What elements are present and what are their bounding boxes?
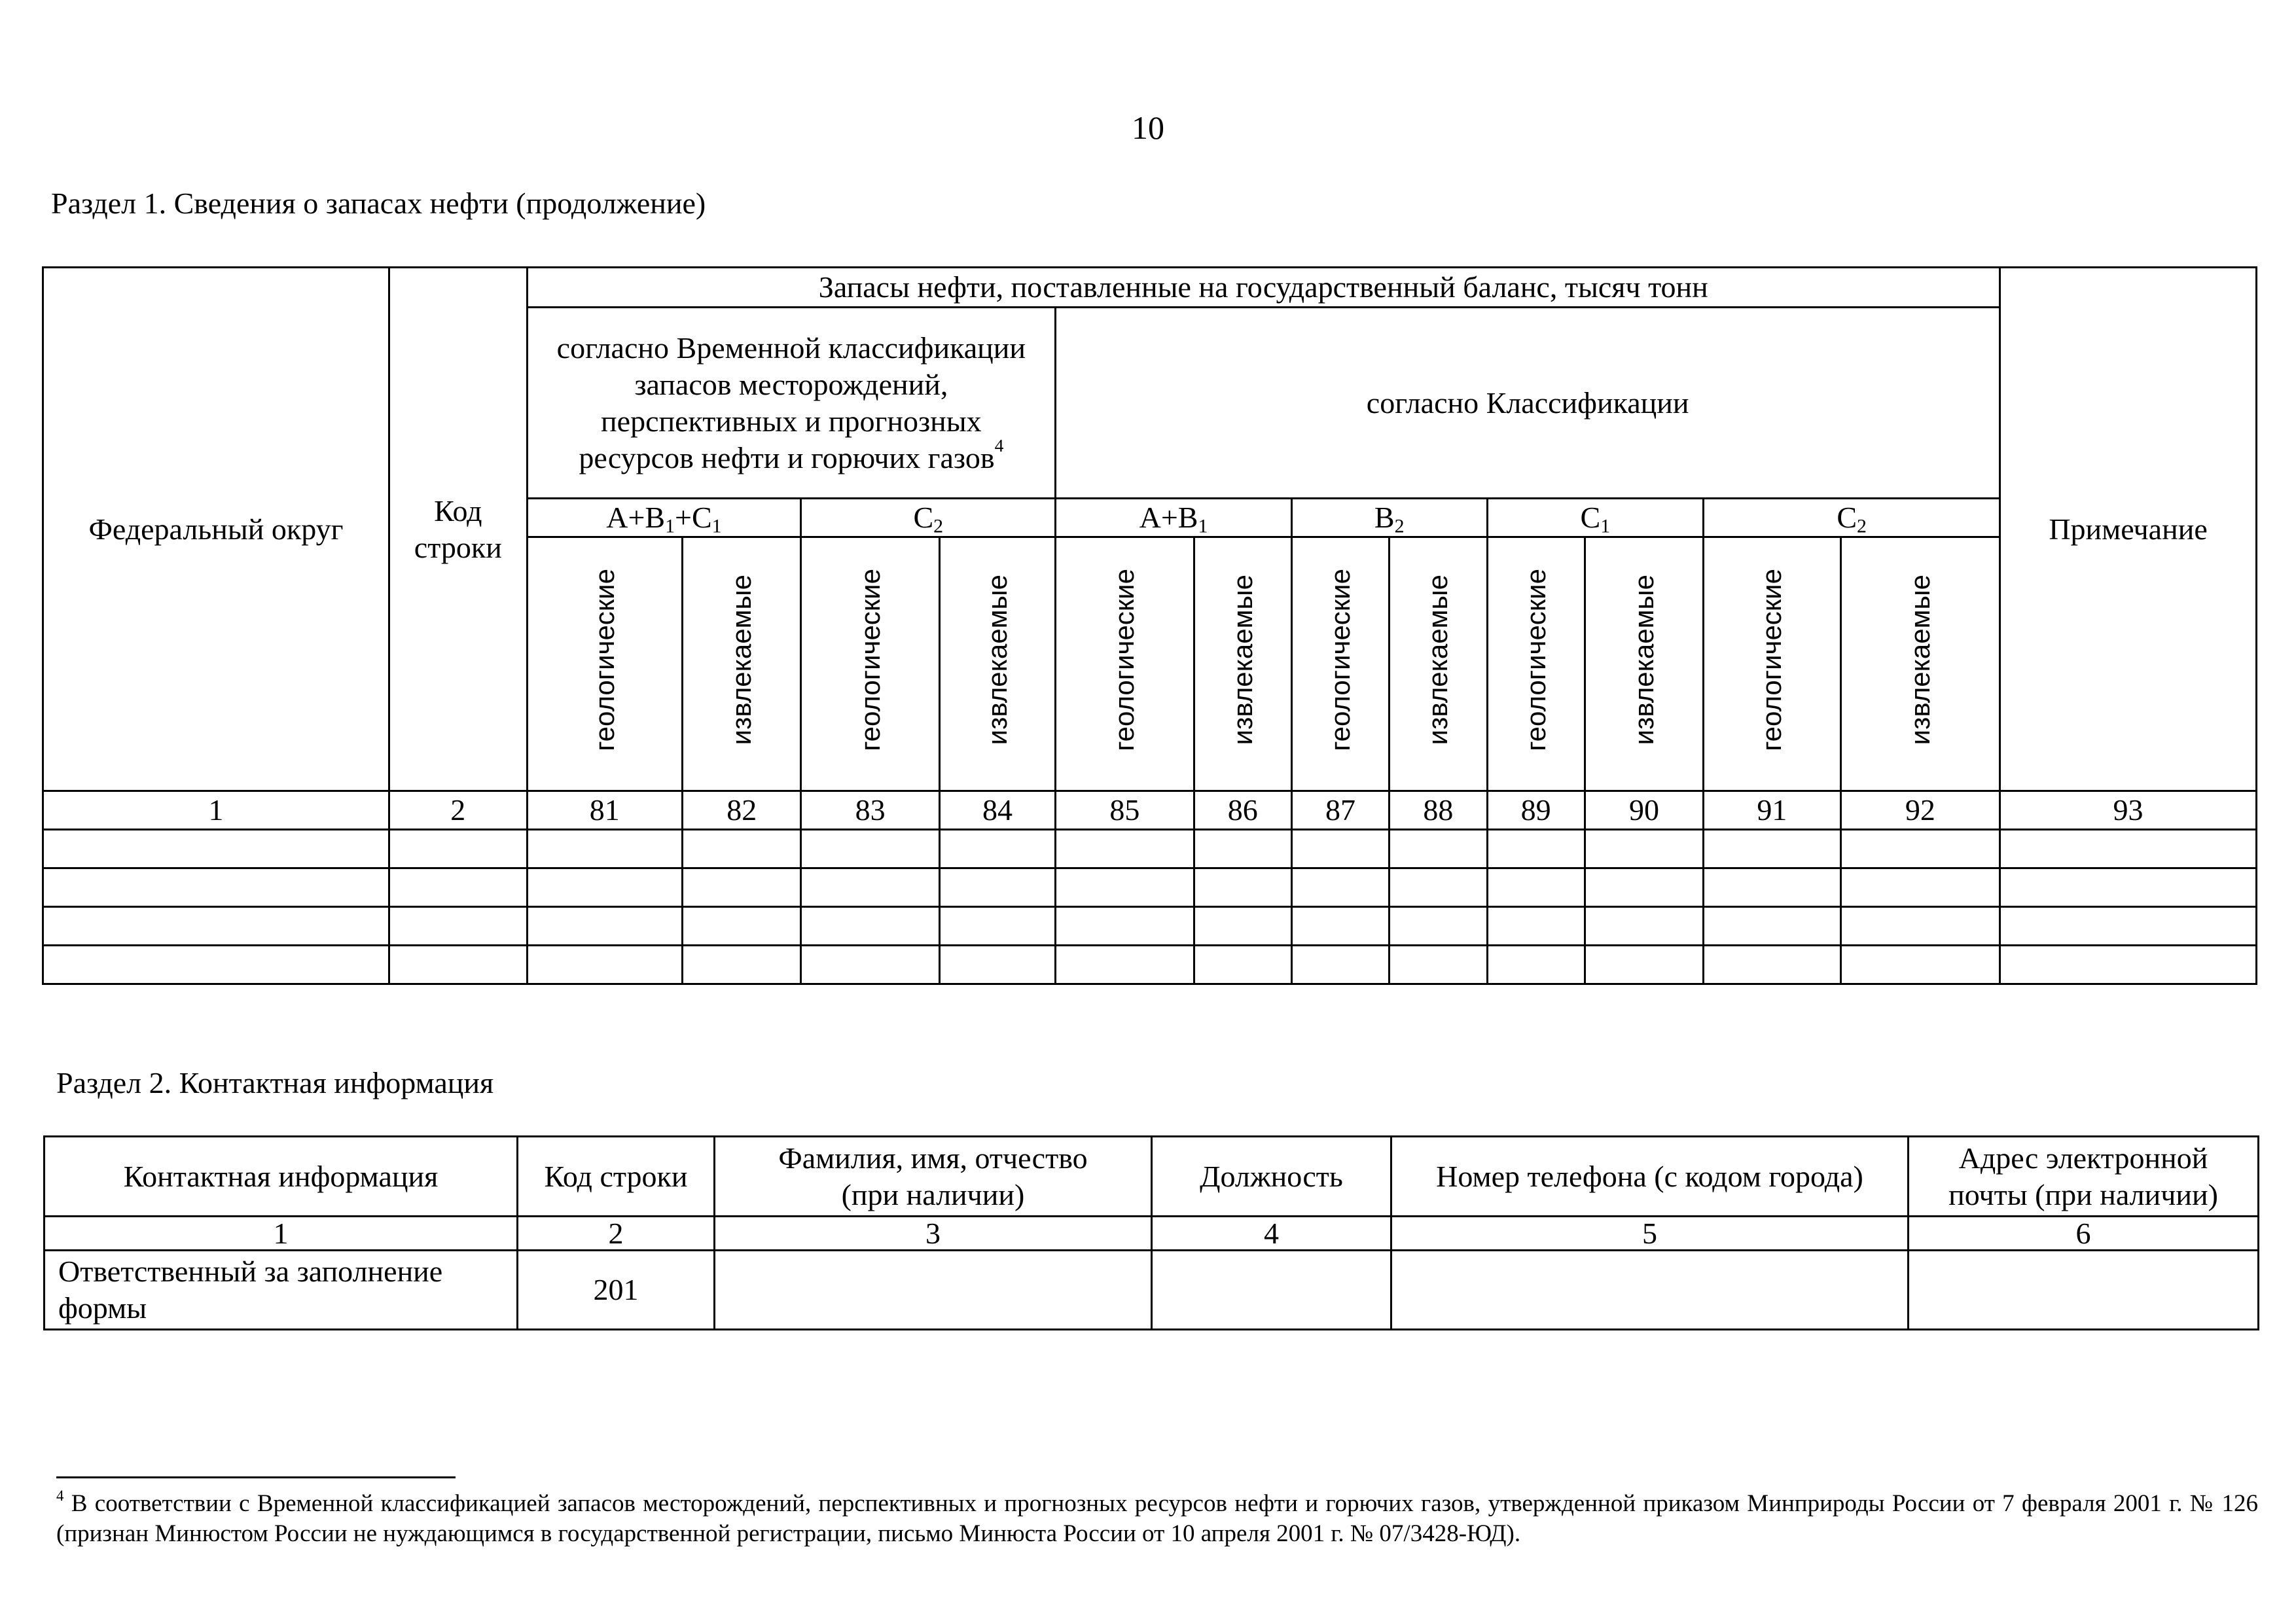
column-number: 3 xyxy=(715,1217,1152,1251)
table-cell[interactable] xyxy=(683,830,801,868)
table-cell[interactable] xyxy=(389,830,527,868)
table-cell[interactable] xyxy=(1840,830,2000,868)
column-number: 83 xyxy=(801,791,939,830)
table-cell[interactable] xyxy=(1704,830,1840,868)
column-number: 6 xyxy=(1909,1217,2259,1251)
column-number: 90 xyxy=(1585,791,1703,830)
table-cell[interactable] xyxy=(389,946,527,984)
column-number: 88 xyxy=(1390,791,1487,830)
subcolumn-header: геологические xyxy=(1704,537,1840,791)
table-cell[interactable] xyxy=(1840,868,2000,907)
contact-info-header: Контактная информация xyxy=(45,1137,518,1217)
table-cell[interactable] xyxy=(2000,907,2257,946)
table-cell[interactable] xyxy=(801,830,939,868)
table-cell[interactable] xyxy=(2000,868,2257,907)
subcolumn-header: извлекаемые xyxy=(683,537,801,791)
column-number: 87 xyxy=(1291,791,1389,830)
row-code-header: Код строки xyxy=(389,268,527,791)
column-number: 5 xyxy=(1391,1217,1909,1251)
table-cell[interactable] xyxy=(527,830,682,868)
phone-cell[interactable] xyxy=(1391,1251,1909,1330)
column-number: 1 xyxy=(45,1217,518,1251)
row-code: 201 xyxy=(518,1251,715,1330)
category-abc1: $А+В_1+С_1$ xyxy=(527,499,801,537)
table-cell[interactable] xyxy=(1585,830,1703,868)
table-cell[interactable] xyxy=(801,946,939,984)
category-c1: $С_1$ xyxy=(1487,499,1704,537)
table-cell[interactable] xyxy=(683,868,801,907)
table-cell[interactable] xyxy=(1390,907,1487,946)
subcolumn-header: геологические xyxy=(527,537,682,791)
table-cell[interactable] xyxy=(43,907,389,946)
table-cell[interactable] xyxy=(1840,946,2000,984)
note-header: Примечание xyxy=(2000,268,2257,791)
table-cell[interactable] xyxy=(1487,868,1585,907)
phone-header: Номер телефона (с кодом города) xyxy=(1391,1137,1909,1217)
responsible-label: Ответственный за заполнение формы xyxy=(45,1251,518,1330)
row-code-header: Код строки xyxy=(518,1137,715,1217)
table-cell[interactable] xyxy=(527,868,682,907)
table-cell[interactable] xyxy=(2000,946,2257,984)
column-number: 2 xyxy=(518,1217,715,1251)
reserves-header: Запасы нефти, поставленные на государственный баланс, тысяч тонн xyxy=(527,268,2000,308)
temporary-classification-text: согласно Временной классификации запасов месторождений, перспективных и прогнозных ресурсов нефти и горючих газов xyxy=(556,330,1026,474)
table-row xyxy=(45,1251,2259,1330)
column-number: 1 xyxy=(43,791,389,830)
table-cell[interactable] xyxy=(1194,946,1291,984)
column-number: 89 xyxy=(1487,791,1585,830)
table-cell[interactable] xyxy=(1194,868,1291,907)
table-cell[interactable] xyxy=(1056,868,1194,907)
footnote-text: В соответствии с Временной классификацией запасов месторождений, перспективных и прогнозных ресурсов нефти и горючих газов, утвержденной приказом Минприроды России от 7 февраля 2001 г. № 126 (признан Минюстом России не нуждающимся в государственной регистрации, письмо Минюста России от 10 апреля 2001 г. № 07/3428-ЮД). xyxy=(56,1490,2258,1547)
subcolumn-header: извлекаемые xyxy=(1194,537,1291,791)
table-cell[interactable] xyxy=(1390,946,1487,984)
position-cell[interactable] xyxy=(1152,1251,1391,1330)
column-number: 91 xyxy=(1704,791,1840,830)
footnote-ref: 4 xyxy=(994,435,1004,455)
table-cell[interactable] xyxy=(1704,868,1840,907)
footnote xyxy=(56,1489,2258,1549)
table-cell[interactable] xyxy=(939,946,1055,984)
section2-title: Раздел 2. Контактная информация xyxy=(56,1066,494,1099)
column-number: 85 xyxy=(1056,791,1194,830)
table-cell[interactable] xyxy=(1704,946,1840,984)
table-cell[interactable] xyxy=(1585,868,1703,907)
subcolumn-header: геологические xyxy=(801,537,939,791)
table-cell[interactable] xyxy=(1840,907,2000,946)
table-cell[interactable] xyxy=(1704,907,1840,946)
table-row xyxy=(43,830,2257,868)
column-number: 93 xyxy=(2000,791,2257,830)
oil-reserves-table xyxy=(42,266,2257,985)
table-cell[interactable] xyxy=(1291,868,1389,907)
classification-header: согласно Классификации xyxy=(1056,308,2000,499)
table-cell[interactable] xyxy=(1487,907,1585,946)
subcolumn-header: геологические xyxy=(1487,537,1585,791)
category-c2-temporary: $С_2$ xyxy=(801,499,1056,537)
table-cell[interactable] xyxy=(801,907,939,946)
table-cell[interactable] xyxy=(801,868,939,907)
subcolumn-header: извлекаемые xyxy=(1585,537,1703,791)
table-cell[interactable] xyxy=(1487,946,1585,984)
table-cell[interactable] xyxy=(389,868,527,907)
table-cell[interactable] xyxy=(43,946,389,984)
table-cell[interactable] xyxy=(1585,946,1703,984)
column-number: 92 xyxy=(1840,791,2000,830)
table-cell[interactable] xyxy=(683,946,801,984)
table-cell[interactable] xyxy=(43,830,389,868)
table-cell[interactable] xyxy=(527,907,682,946)
table-cell[interactable] xyxy=(1487,830,1585,868)
category-ab1: $А+В_1$ xyxy=(1056,499,1292,537)
column-number: 82 xyxy=(683,791,801,830)
table-cell[interactable] xyxy=(43,868,389,907)
column-number: 84 xyxy=(939,791,1055,830)
table-cell[interactable] xyxy=(1390,830,1487,868)
table-cell[interactable] xyxy=(1056,830,1194,868)
contact-info-table xyxy=(43,1135,2259,1330)
table-cell[interactable] xyxy=(1194,907,1291,946)
column-number-row xyxy=(43,791,2257,830)
category-b2: $В_2$ xyxy=(1291,499,1487,537)
email-cell[interactable] xyxy=(1909,1251,2259,1330)
table-cell[interactable] xyxy=(2000,830,2257,868)
email-header: Адрес электронной почты (при наличии) xyxy=(1909,1137,2259,1217)
subcolumn-header: геологические xyxy=(1291,537,1389,791)
table-cell[interactable] xyxy=(1056,907,1194,946)
table-cell[interactable] xyxy=(683,907,801,946)
subcolumn-header: геологические xyxy=(1056,537,1194,791)
column-number: 2 xyxy=(389,791,527,830)
column-number: 81 xyxy=(527,791,682,830)
federal-district-header: Федеральный округ xyxy=(43,268,389,791)
table-cell[interactable] xyxy=(1291,830,1389,868)
full-name-cell[interactable] xyxy=(715,1251,1152,1330)
table-cell[interactable] xyxy=(1291,907,1389,946)
footnote-mark: 4 xyxy=(56,1487,64,1504)
table-cell[interactable] xyxy=(939,907,1055,946)
table-cell[interactable] xyxy=(939,868,1055,907)
subcolumn-header: извлекаемые xyxy=(1390,537,1487,791)
table-row xyxy=(43,946,2257,984)
table-row xyxy=(43,868,2257,907)
category-c2: $С_2$ xyxy=(1704,499,2000,537)
table-cell[interactable] xyxy=(1585,907,1703,946)
table-cell[interactable] xyxy=(939,830,1055,868)
subcolumn-header: извлекаемые xyxy=(939,537,1055,791)
table-cell[interactable] xyxy=(1194,830,1291,868)
subcolumn-header: извлекаемые xyxy=(1840,537,2000,791)
table-row xyxy=(43,907,2257,946)
temporary-classification-header xyxy=(527,308,1056,499)
full-name-header: Фамилия, имя, отчество (при наличии) xyxy=(715,1137,1152,1217)
section1-title: Раздел 1. Сведения о запасах нефти (продолжение) xyxy=(51,187,706,220)
table-cell[interactable] xyxy=(527,946,682,984)
table-cell[interactable] xyxy=(1056,946,1194,984)
column-number-row xyxy=(45,1217,2259,1251)
table-cell[interactable] xyxy=(1291,946,1389,984)
page-number: 10 xyxy=(1132,109,1164,146)
position-header: Должность xyxy=(1152,1137,1391,1217)
table-cell[interactable] xyxy=(389,907,527,946)
footnote-divider xyxy=(56,1476,456,1478)
column-number: 86 xyxy=(1194,791,1291,830)
column-number: 4 xyxy=(1152,1217,1391,1251)
table-cell[interactable] xyxy=(1390,868,1487,907)
